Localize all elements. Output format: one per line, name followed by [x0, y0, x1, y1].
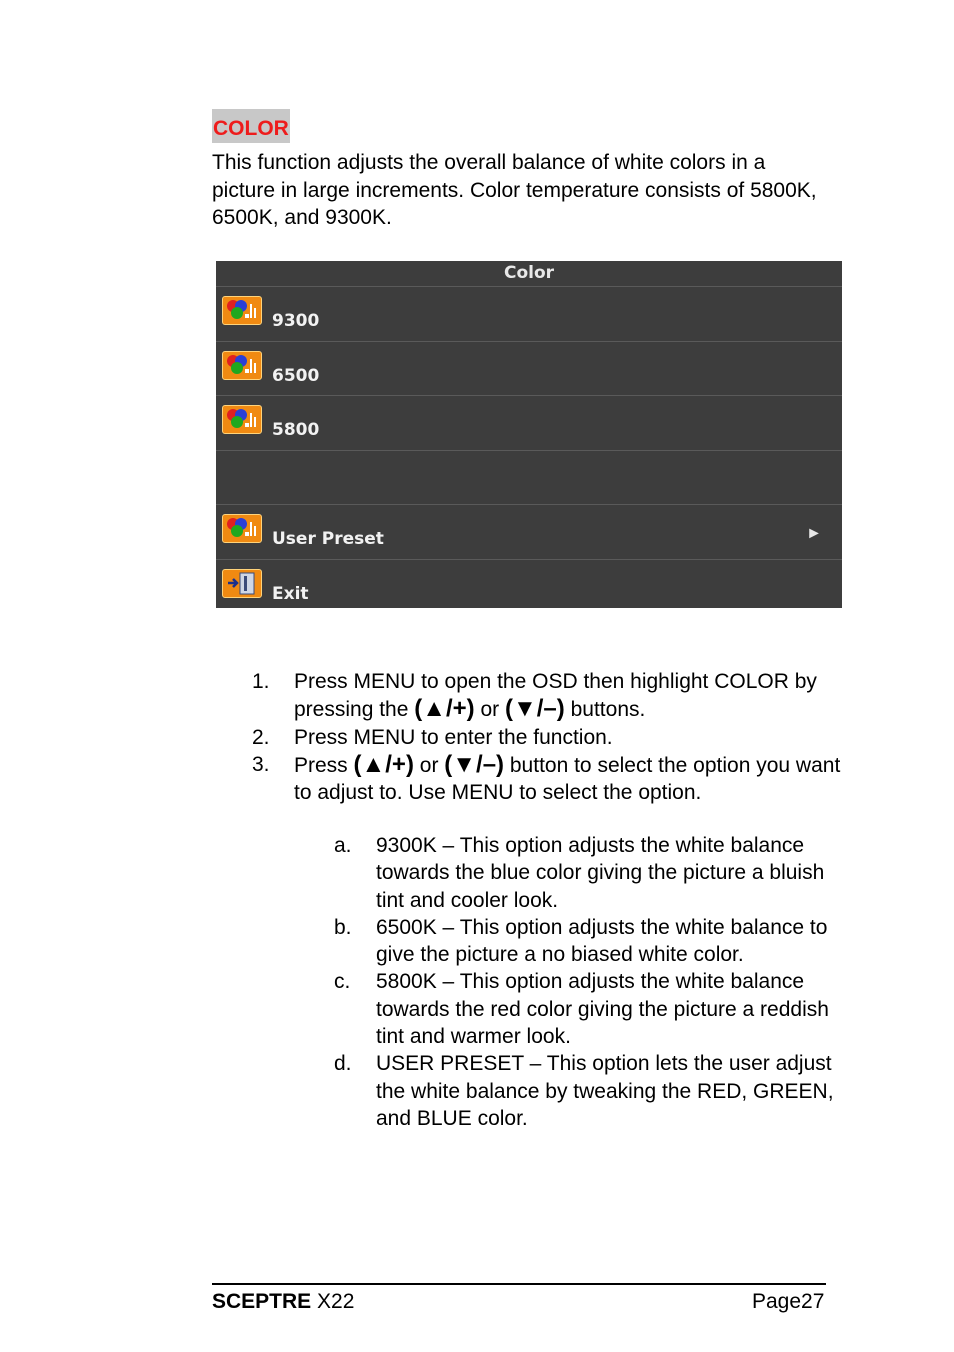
footer-divider — [212, 1283, 826, 1285]
section-title: COLOR — [212, 109, 290, 143]
up-plus-button-label: (▲/+) — [414, 695, 475, 723]
step-number: 1. — [252, 670, 270, 693]
options-list — [334, 832, 849, 1132]
option-letter: c. — [334, 970, 351, 994]
submenu-arrow-icon: ► — [806, 525, 822, 542]
option-letter: a. — [334, 834, 352, 857]
exit-door-icon — [222, 569, 262, 598]
intro-paragraph: This function adjusts the overall balance of white colors in a picture in large increments. Color temperature consists of 5800K, 6500K, and 9300K. — [212, 151, 817, 229]
color-balls-icon — [222, 405, 262, 434]
osd-item-label: 5800 — [272, 420, 320, 440]
osd-color-menu — [216, 261, 842, 608]
osd-item-label: Exit — [272, 583, 309, 604]
option-letter: b. — [334, 915, 352, 939]
step-number: 2. — [252, 725, 270, 749]
step-item: 3. Press (▲/+) or (▼/–) button to select the option you want to adjust to. Use MENU to select the option. — [252, 750, 841, 805]
option-item: d. USER PRESET – This option lets the user adjust the white balance by tweaking the RED, GREEN, and BLUE color. — [334, 1052, 834, 1130]
osd-menu-title: Color — [216, 261, 842, 287]
step-item: 2. Press MENU to enter the function. — [252, 724, 852, 751]
osd-item-label: 6500 — [272, 365, 320, 386]
option-item: a. 9300K – This option adjusts the white balance towards the blue color giving the picture a bluish tint and cooler look. — [334, 834, 825, 912]
footer-product — [212, 1290, 354, 1314]
up-plus-button-label: (▲/+) — [353, 750, 414, 778]
osd-item-label: 9300 — [272, 311, 320, 331]
osd-item-exit[interactable] — [216, 560, 842, 614]
osd-item-user-preset[interactable] — [216, 505, 842, 560]
down-minus-button-label: (▼/–) — [505, 695, 565, 723]
brand-name: SCEPTRE — [212, 1290, 312, 1313]
color-balls-icon — [222, 296, 262, 325]
option-item: b. 6500K – This option adjusts the white balance to give the picture a no biased white color. — [334, 915, 828, 967]
step-item: 1. Press MENU to open the OSD then highlight COLOR by pressing the (▲/+) or (▼/–) buttons. — [252, 670, 817, 723]
down-minus-button-label: (▼/–) — [444, 750, 505, 778]
option-item: c. 5800K – This option adjusts the white balance towards the red color giving the picture a reddish tint and warmer look. — [334, 970, 829, 1049]
osd-item-9300[interactable] — [216, 287, 842, 342]
osd-item-5800[interactable] — [216, 396, 842, 451]
osd-item-6500[interactable] — [216, 342, 842, 397]
model-name: X22 — [311, 1290, 355, 1313]
steps-list — [252, 668, 852, 806]
step-number: 3. — [252, 752, 270, 776]
option-letter: d. — [334, 1052, 352, 1076]
page-number: Page27 — [752, 1290, 825, 1313]
color-balls-icon — [222, 514, 262, 543]
osd-item-label: User Preset — [272, 529, 384, 549]
osd-empty-row — [216, 451, 842, 506]
color-balls-icon — [222, 351, 262, 380]
